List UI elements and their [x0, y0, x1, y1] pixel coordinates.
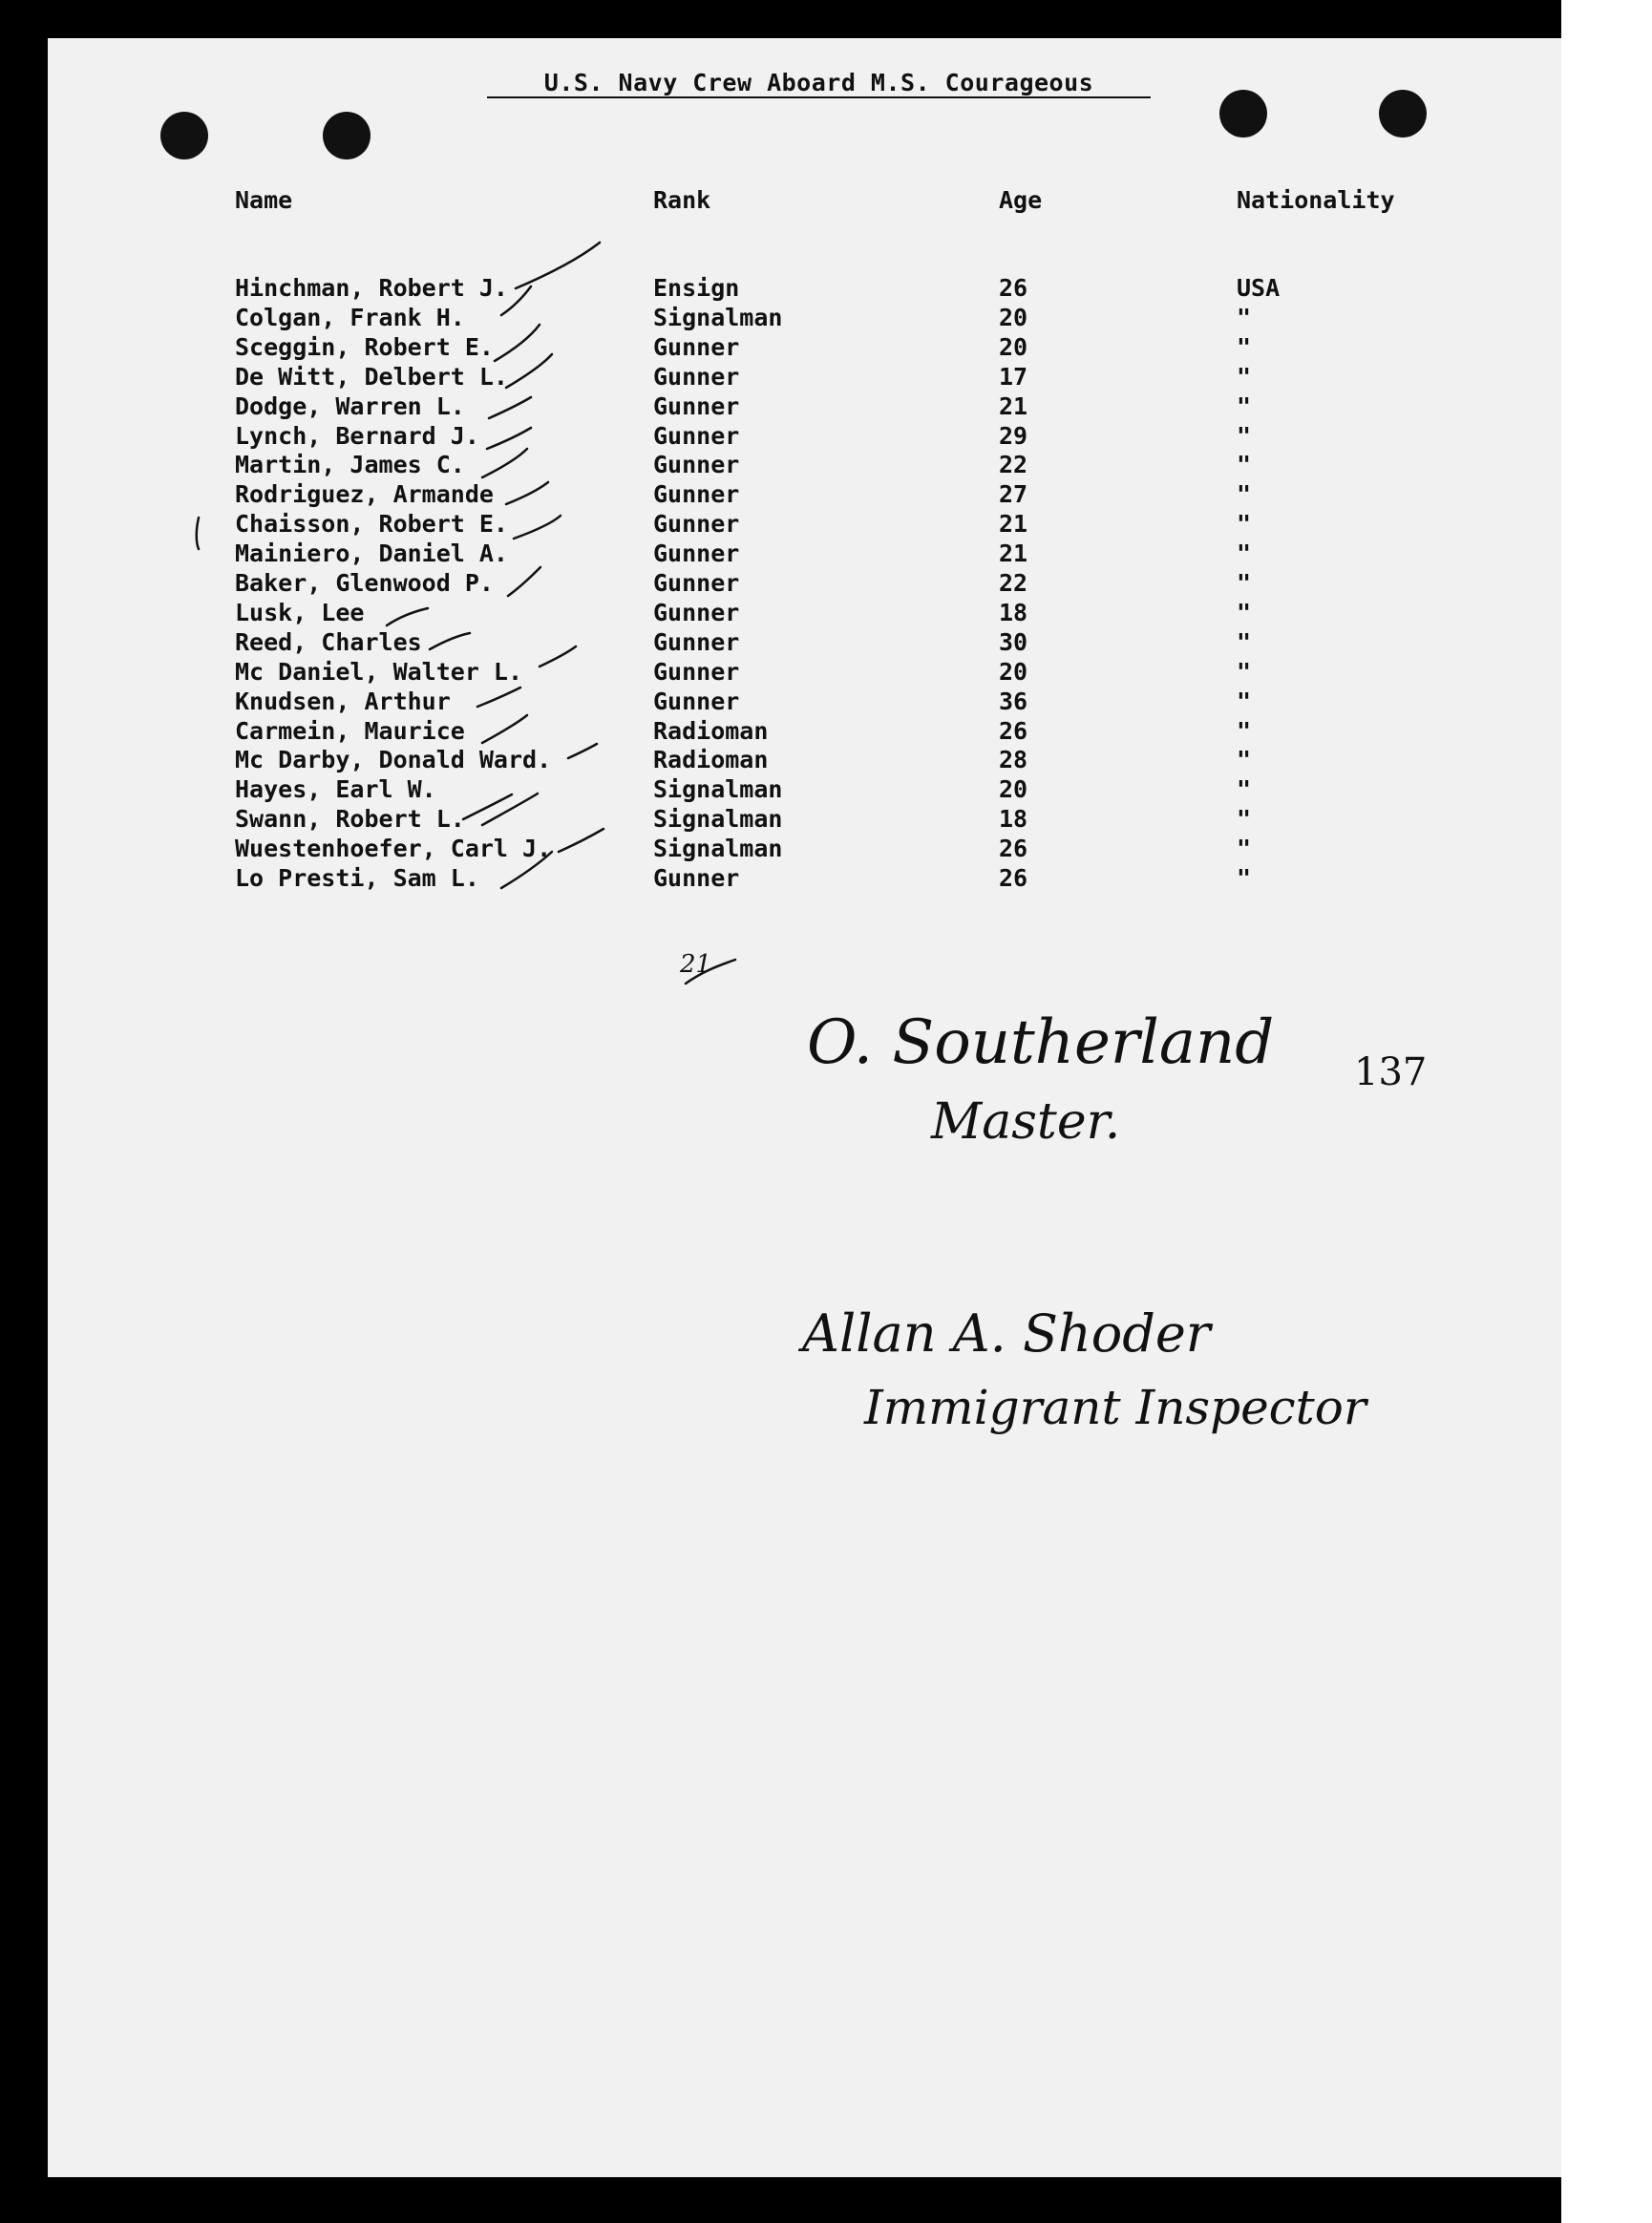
crew-rank: Gunner	[653, 657, 740, 686]
crew-name: Baker, Glenwood P.	[235, 569, 494, 597]
crew-age: 29	[999, 421, 1028, 450]
crew-age: 26	[999, 716, 1028, 745]
crew-nationality: "	[1237, 775, 1252, 804]
crew-rank: Gunner	[653, 392, 740, 420]
crew-nationality: "	[1237, 510, 1252, 539]
crew-age: 21	[999, 392, 1028, 420]
crew-rank: Gunner	[653, 451, 740, 479]
crew-age: 27	[999, 480, 1028, 509]
crew-name: Lynch, Bernard J.	[235, 421, 479, 450]
crew-name: Chaisson, Robert E.	[235, 510, 508, 539]
crew-nationality: "	[1237, 716, 1252, 745]
crew-age: 30	[999, 627, 1028, 656]
crew-nationality: "	[1237, 569, 1252, 597]
crew-nationality: "	[1237, 746, 1252, 774]
master-signature: O. Southerland	[807, 1007, 1275, 1078]
crew-rank: Gunner	[653, 687, 740, 715]
crew-age: 20	[999, 657, 1028, 686]
crew-name: Mainiero, Daniel A.	[235, 540, 508, 568]
crew-nationality: "	[1237, 421, 1252, 450]
crew-name: Hayes, Earl W.	[235, 775, 436, 804]
crew-nationality: "	[1237, 805, 1252, 834]
crew-name: De Witt, Delbert L.	[235, 362, 508, 391]
crew-name: Knudsen, Arthur	[235, 687, 451, 715]
crew-name: Sceggin, Robert E.	[235, 332, 494, 361]
crew-rank: Radioman	[653, 716, 769, 745]
crew-age: 21	[999, 540, 1028, 568]
crew-name: Martin, James C.	[235, 451, 465, 479]
crew-age: 20	[999, 775, 1028, 804]
crew-rank: Gunner	[653, 421, 740, 450]
crew-nationality: "	[1237, 332, 1252, 361]
crew-nationality: "	[1237, 451, 1252, 479]
crew-name: Wuestenhoefer, Carl J.	[235, 835, 552, 863]
crew-age: 18	[999, 598, 1028, 626]
crew-name: Mc Daniel, Walter L.	[235, 657, 523, 686]
crew-name: Dodge, Warren L.	[235, 392, 465, 420]
crew-name: Swann, Robert L.	[235, 805, 465, 834]
crew-nationality: USA	[1237, 274, 1281, 302]
crew-rank: Gunner	[653, 598, 740, 626]
crew-name: Mc Darby, Donald Ward.	[235, 746, 552, 774]
crew-rank: Gunner	[653, 569, 740, 597]
crew-name: Carmein, Maurice	[235, 716, 465, 745]
crew-nationality: "	[1237, 627, 1252, 656]
crew-name: Rodriguez, Armande	[235, 480, 494, 509]
crew-age: 22	[999, 451, 1028, 479]
crew-rank: Gunner	[653, 540, 740, 568]
crew-age: 20	[999, 332, 1028, 361]
crew-rank: Radioman	[653, 746, 769, 774]
crew-nationality: "	[1237, 687, 1252, 715]
crew-age: 18	[999, 805, 1028, 834]
crew-name: Lo Presti, Sam L.	[235, 864, 479, 892]
crew-name: Lusk, Lee	[235, 598, 365, 626]
crew-age: 22	[999, 569, 1028, 597]
crew-rank: Gunner	[653, 362, 740, 391]
header-age: Age	[999, 186, 1043, 214]
crew-nationality: "	[1237, 598, 1252, 626]
crew-age: 17	[999, 362, 1028, 391]
crew-age: 26	[999, 274, 1028, 302]
inspector-signature: Allan A. Shoder	[802, 1303, 1211, 1364]
header-nationality: Nationality	[1237, 186, 1395, 214]
crew-rank: Signalman	[653, 303, 783, 331]
header-rank: Rank	[653, 186, 711, 214]
crew-name: Reed, Charles	[235, 627, 422, 656]
crew-age: 21	[999, 510, 1028, 539]
crew-rank: Signalman	[653, 835, 783, 863]
crew-rank: Gunner	[653, 510, 740, 539]
crew-rank: Signalman	[653, 805, 783, 834]
crew-age: 36	[999, 687, 1028, 715]
crew-age: 26	[999, 835, 1028, 863]
header-name: Name	[235, 186, 293, 214]
crew-nationality: "	[1237, 392, 1252, 420]
crew-nationality: "	[1237, 835, 1252, 863]
crew-nationality: "	[1237, 864, 1252, 892]
crew-rank: Gunner	[653, 332, 740, 361]
crew-name: Colgan, Frank H.	[235, 303, 465, 331]
document-title: U.S. Navy Crew Aboard M.S. Courageous	[543, 69, 1094, 96]
master-role: Master.	[931, 1093, 1121, 1151]
inspector-role: Immigrant Inspector	[864, 1380, 1366, 1435]
crew-age: 26	[999, 864, 1028, 892]
crew-age: 28	[999, 746, 1028, 774]
crew-rank: Signalman	[653, 775, 783, 804]
crew-name: Hinchman, Robert J.	[235, 274, 508, 302]
crew-rank: Gunner	[653, 864, 740, 892]
crew-rank: Gunner	[653, 480, 740, 509]
tally-mark: 21	[680, 950, 712, 979]
crew-nationality: "	[1237, 540, 1252, 568]
crew-nationality: "	[1237, 480, 1252, 509]
crew-nationality: "	[1237, 362, 1252, 391]
crew-nationality: "	[1237, 657, 1252, 686]
crew-rank: Gunner	[653, 627, 740, 656]
crew-rank: Ensign	[653, 274, 740, 302]
crew-age: 20	[999, 303, 1028, 331]
crew-nationality: "	[1237, 303, 1252, 331]
page-number: 137	[1354, 1050, 1428, 1094]
